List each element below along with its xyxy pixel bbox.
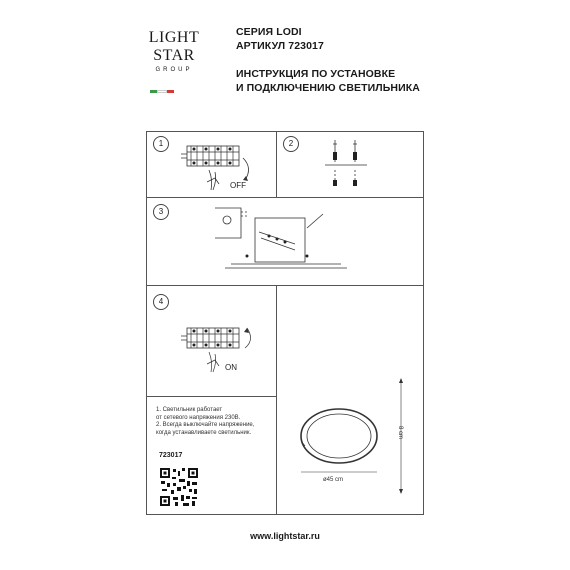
step-1-panel	[146, 131, 277, 198]
diameter-dimension-label: ø45 cm	[323, 477, 344, 483]
wiring-connection-illustration	[147, 198, 425, 287]
safety-notes	[156, 407, 274, 437]
qr-code-icon[interactable]	[159, 467, 199, 507]
step-2-panel	[276, 131, 424, 198]
luminaire-dimension-drawing	[277, 286, 425, 516]
step-empty-panel	[423, 131, 424, 198]
step-number-1: 1	[153, 136, 169, 152]
step-4-panel	[146, 285, 277, 397]
note-line-4: когда устанавливаете светильник.	[156, 429, 252, 436]
mounting-screws-illustration	[277, 132, 425, 199]
switch-on-illustration	[147, 286, 278, 398]
website-link[interactable]: www.lightstar.ru	[250, 531, 320, 541]
article-number: АРТИКУЛ 723017	[236, 40, 324, 52]
step-number-2: 2	[283, 136, 299, 152]
note-line-3: 2. Всегда выключайте напряжение,	[156, 422, 255, 428]
note-line-1: 1. Светильник работает	[156, 407, 223, 413]
italian-flag-icon	[150, 90, 174, 93]
notes-panel	[146, 396, 277, 515]
logo-line-1: LIGHT	[148, 29, 200, 46]
step-number-3: 3	[153, 204, 169, 220]
brand-logo	[148, 30, 200, 73]
header-text	[236, 25, 466, 95]
step-number-4: 4	[153, 294, 169, 310]
height-dimension-label: 8 cm	[397, 426, 403, 440]
instruction-title-line-1: ИНСТРУКЦИЯ ПО УСТАНОВКЕ	[236, 68, 396, 80]
on-label: ON	[225, 363, 237, 372]
series-name: СЕРИЯ LODI	[236, 26, 302, 38]
logo-line-3: GROUP	[155, 67, 193, 73]
note-line-2: от сетевого напряжения 230В.	[156, 414, 241, 421]
logo-line-2: STAR	[153, 47, 195, 64]
product-code: 723017	[159, 452, 183, 459]
off-label: OFF	[230, 181, 246, 190]
switch-off-illustration	[147, 132, 278, 199]
instruction-title-line-2: И ПОДКЛЮЧЕНИЮ СВЕТИЛЬНИКА	[236, 82, 420, 94]
step-3-panel	[146, 197, 424, 286]
product-dimensions-panel	[276, 285, 424, 515]
